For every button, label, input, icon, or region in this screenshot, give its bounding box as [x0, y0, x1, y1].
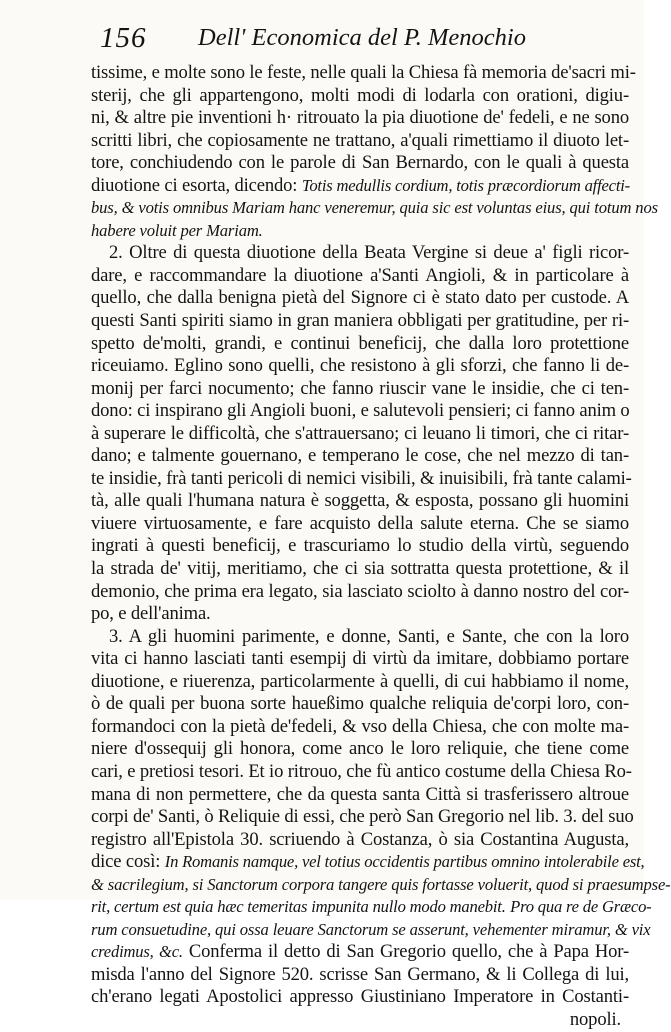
text-line [91, 896, 652, 919]
text-line: mana di non permettere, che da questa santa Città si trasferissero altroue [91, 783, 629, 805]
latin-quote: credimus, &c. [91, 942, 183, 962]
text-line: misda l'anno del Signore 520. scrisse San Germano, & li Collega di lui, [91, 963, 629, 985]
text-line: tà, alle quali l'humana natura è soggetta, & esposta, possano gli huomini [91, 490, 629, 512]
text-line: questi Santi spiriti siamo in gran maniera obbligati per gratitudine, per ri- [91, 310, 629, 332]
text-line: à superare le difficoltà, che s'attrauersano; ci leuano li timori, che ci ritar- [91, 422, 629, 444]
text-line: vita ci hanno lasciati tanti esempij di virtù da imitare, dobbiamo portare [91, 648, 629, 670]
text-line: po, e dell'anima. [91, 603, 211, 625]
text-line: te insidie, frà tanti pericoli di nemici visibili, & inuisibili, frà tante calami- [91, 467, 632, 489]
text-line: viuere virtuosamente, e fare acquisto della salute eterna. Che se siamo [91, 512, 629, 534]
text-line: monij per farci nocumento; che fanno riuscir vane le insidie, che ci ten- [91, 377, 629, 399]
latin-quote: Totis medullis cordium, totis præcordiorum affecti- [301, 175, 630, 195]
paragraph-start: 3. A gli huomini parimente, e donne, Santi, e Sante, che con la loro [109, 625, 629, 647]
text-line: registro all'Epistola 30. scriuendo à Costanza, ò sia Costantina Augusta, [91, 828, 629, 850]
text-line [91, 941, 629, 964]
running-head: Dell' Economica del P. Menochio [198, 24, 526, 51]
text-line: tore, conchiudendo con le parole di San Bernardo, con le quali à questa [91, 152, 629, 174]
text-line: scritti libri, che copiosamente ne trattano, a'quali rimettiamo il diuoto let- [91, 129, 629, 151]
text-line: ch'erano legati Apostolici appresso Giustiniano Imperatore in Costanti- [91, 986, 629, 1008]
body-text [91, 62, 671, 1030]
text-line: quello, che dalla benigna pietà del Signore ci è stato dato per custode. A [91, 287, 629, 309]
text-line: demonio, che prima era legato, sia lasciato sciolto à danno nostro del cor- [91, 580, 629, 602]
text-line: sterij, che gli appartengono, molti modi di lodarla con orationi, digiu- [91, 84, 629, 106]
text-line: diuotione, e riuerenza, particolarmente à quelli, di cui habbiamo il nome, [91, 670, 629, 692]
text-line: riceuiamo. Eglino sono quelli, che resistono à gli sforzi, che fanno li de- [91, 355, 629, 377]
text-line: la strada de' vitij, meritiamo, che ci sia sottratta questa protettione, & il [91, 558, 629, 580]
text-line [91, 175, 629, 198]
text-line: corpi de' Santi, ò Reliquie di essi, che però San Gregorio nel lib. 3. del suo [91, 806, 634, 828]
text-line: tissime, e molte sono le feste, nelle quali la Chiesa fà memoria de'sacri mi- [91, 62, 636, 83]
latin-quote: In Romanis namque, vel totius occidentis partibus omnino intolerabile est, [164, 852, 645, 872]
text-line: ni, & altre pie inventioni h· ritrouato la pia diuotione de' fedeli, e ne sono [91, 107, 629, 129]
text-line [91, 851, 645, 874]
latin-quote: Pro qua re de Græco- [510, 897, 652, 917]
text-line: cari, e pretiosi tesori. Et io ritrouo, che fù antico costume della Chiesa Ro- [91, 760, 632, 782]
text-line: dano; e talmente gouernano, e temperano le cose, che nel mezzo di tan- [91, 445, 629, 467]
paragraph-start: 2. Oltre di questa diuotione della Beata Vergine si deue a' figli ricor- [109, 242, 629, 264]
text-run: dice così: [91, 851, 161, 873]
text-line: formandoci con la pietà de'fedeli, & vso della Chiesa, che con molte ma- [91, 715, 629, 737]
text-run: Conferma il detto di San Gregorio quello, che à Papa Hor- [188, 941, 629, 963]
text-line: dare, e raccommandare la diuotione a'Santi Angioli, & in particolare à [91, 264, 629, 286]
text-line: ò de quali per buona sorte haueßimo qualche reliquia de'corpi loro, con- [91, 693, 629, 715]
text-line: spetto de'molti, grandi, e continui beneficij, che dalla loro protettione [91, 332, 629, 354]
catchword-line: nopoli. [569, 1008, 621, 1030]
latin-line: & sacrilegium, si Sanctorum corpora tangere quis fortasse voluerit, quod si praesumpse- [91, 874, 671, 894]
page-header [100, 22, 620, 54]
text-run: diuotione ci esorta, dicendo: [91, 174, 298, 196]
text-line: ingrati à questi beneficij, e trascuriamo lo studio della virtù, seguendo [91, 535, 629, 557]
text-line: niere d'ossequij gli honora, come anco le loro reliquie, che tiene come [91, 738, 629, 760]
text-line: dono: ci inspirano gli Angioli buoni, e salutevoli pensieri; ci fanno anim o [91, 400, 630, 422]
latin-line: habere voluit per Mariam. [91, 220, 263, 240]
latin-line: rum consuetudine, qui ossa leuare Sanctorum se asserunt, vehementer miramur, & vix [91, 919, 651, 939]
latin-quote: rit, certum est quia hæc temeritas impunita nullo modo manebit. [91, 897, 506, 917]
page-number: 156 [100, 22, 147, 54]
latin-line: bus, & votis omnibus Mariam hanc veneremur, quia sic est voluntas eius, qui totum nos [91, 198, 658, 218]
